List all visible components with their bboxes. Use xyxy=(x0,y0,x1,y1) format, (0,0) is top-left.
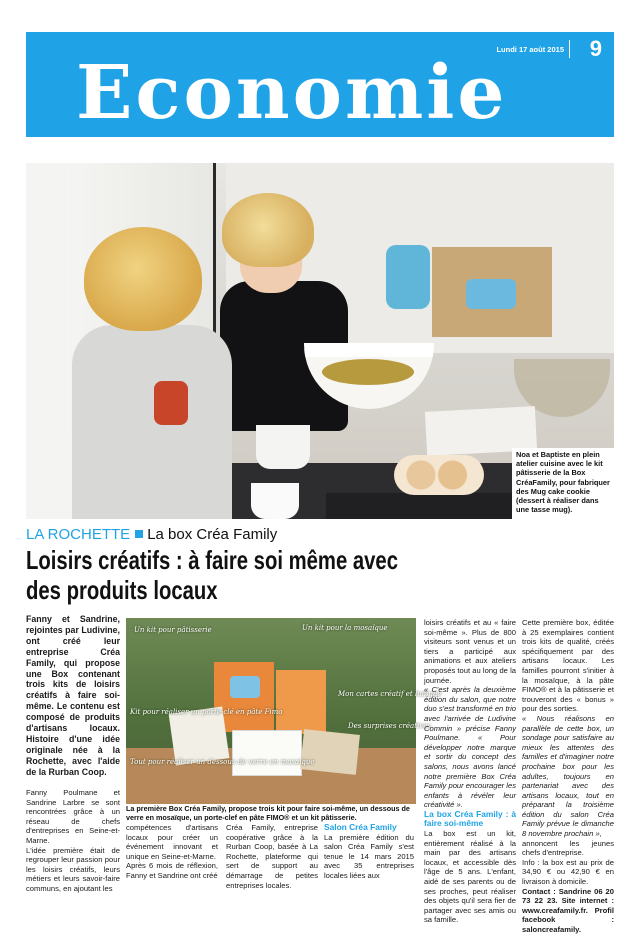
quote: « C'est après la deuxième édition du salon, que notre duo s'est transformé en trio avec l'arrivée de Ludivine Commin » précise Fanny Poulmane. « Pour développer notre marque et sortir du concept des salons, nous avons lancé notre première Box Créa Family pour encourager les enfants à révéler leur créativité ». xyxy=(424,685,517,810)
headline-line-2: des produits locaux xyxy=(26,575,218,605)
cookie-dough xyxy=(322,359,414,385)
mug-cup xyxy=(256,425,310,469)
article-column-4 xyxy=(324,823,414,881)
paragraph: La box est un kit, entièrement réalisé à la main par des artisans locaux, et accessible dès l'âge de 5 ans. L'enfant, aidé de ses parents ou de ses proches, peut réaliser des objets qu'il sera fier de partager avec ses amis ou sa famille. xyxy=(424,829,516,925)
child-left-hair xyxy=(84,227,202,331)
article-lead: Fanny et Sandrine, rejointes par Ludivine, ont créé leur entreprise Créa Family, qui propose une Box contenant trois kits de loisirs créatifs à faire soi-même. Le contenu est composé de produits d'artisans locaux. Histoire d'une idée originale née à la Rochette, avec l'aide de la Rurban Coop. xyxy=(26,614,120,777)
photo-tag: Un kit pour pâtisserie xyxy=(134,626,212,634)
photo-tag: Mon cartes créatif et ludique xyxy=(338,690,442,698)
kicker xyxy=(26,527,277,543)
paragraph: loisirs créatifs et au « faire soi-même ». Plus de 800 visiteurs sont venus et un tiers a participé aux animations et aux ateliers proposés tout au long de la journée. xyxy=(424,618,516,685)
kicker-place: LA ROCHETTE xyxy=(26,526,131,543)
paragraph: L'idée première était de regrouper leur passion pour les loisirs créatifs, leurs métiers et leurs savoir-faire communs, en ajoutant les xyxy=(26,845,120,893)
quote: « Nous réalisons en parallèle de cette box, un sondage pour satisfaire au mieux les attentes des familles et d'imaginer notre prochaine box pour les adultes, toujours en partenariat avec des artisans locaux, tout en préparant la troisième édition du salon Créa Family prévue le dimanche 8 novembre prochain », xyxy=(522,713,614,839)
section-title: Economie xyxy=(76,50,508,136)
paragraph: compétences d'artisans locaux pour créer un événement innovant et unique en Seine-et-Marne. xyxy=(126,823,218,861)
box-photo xyxy=(126,618,442,804)
egg-shells xyxy=(394,455,484,495)
paragraph: Cette première box, éditée à 25 exemplaires contient trois kits de qualité, créés spécifiquement par des artisans locaux. Les familles pourront s'initier à la mosaïque, à la pâte FIMO® et à la pâtisserie et trouveront des « bonus » pour des sorties. xyxy=(522,618,614,714)
envelope xyxy=(300,729,360,775)
mosaic-kit xyxy=(232,730,302,776)
photo-tag: Kit pour réaliser un porte-clé en pâte Fimo xyxy=(130,708,283,716)
page-number-divider xyxy=(569,40,570,58)
photo-tag: Tout pour réaliser un dessous de verre en mosaïque xyxy=(130,758,315,766)
photo-tag: Des surprises créatives xyxy=(348,722,431,730)
box-photo-caption: La première Box Créa Family, propose trois kit pour faire soi-même, un dessous de verre en mosaïque, un porte-clef en pâte FIMO® et un kit pâtisserie. xyxy=(126,804,410,822)
article-column-5 xyxy=(424,618,516,925)
paragraph: Fanny Poulmane et Sandrine Larbre se sont rencontrées grâce à un réseau de chefs d'entreprises en Seine-et-Marne. xyxy=(26,788,120,845)
issue-date: Lundi 17 août 2015 xyxy=(496,45,564,54)
paragraph: Après 6 mois de réflexion, Fanny et Sandrine ont créé xyxy=(126,861,218,880)
article-column-2 xyxy=(126,823,218,881)
child-left-body xyxy=(72,325,232,519)
photo-tag: Un kit pour la mosaïque xyxy=(302,624,388,632)
box-logo xyxy=(230,676,260,698)
orange-notebook xyxy=(276,670,326,734)
contact-line: Contact : Sandrine 06 20 73 22 23. Site internet : www.creafamily.fr. Profil facebook : saloncreafamily. xyxy=(522,886,614,934)
headline-line-1: Loisirs créatifs : à faire soi même avec xyxy=(26,545,398,575)
paragraph: Créa Family, entreprise coopérative grâce à la Rurban Coop, basée à La Rochette, plateforme qui sert de support au démarrage de petites entreprises locales. xyxy=(226,823,318,890)
kicker-square-icon xyxy=(135,530,143,538)
article-column-3 xyxy=(226,823,318,890)
headline xyxy=(26,545,486,605)
page-number: 9 xyxy=(589,36,602,61)
article-column-6 xyxy=(522,618,614,935)
paragraph: La première édition du salon Créa Family s'est tenue le 14 mars 2015 avec 35 entreprises locales liées aux xyxy=(324,832,414,880)
article-column-1 xyxy=(26,788,120,894)
child-right-hair xyxy=(222,193,314,267)
tshirt-print xyxy=(154,381,188,425)
section-banner xyxy=(26,32,614,137)
ramekin xyxy=(251,483,299,519)
kicker-topic: La box Créa Family xyxy=(147,526,278,543)
subheading: Salon Créa Family xyxy=(324,822,397,832)
kettle xyxy=(386,245,430,309)
subheading: La box Créa Family : à faire soi-même xyxy=(424,808,516,829)
main-photo-caption: Noa et Baptiste en plein atelier cuisine avec le kit pâtisserie de la Box CréaFamily, pour fabriquer des Mug cake cookie (dessert à réaliser dans une tasse mug). xyxy=(512,448,614,519)
paragraph: annoncent les jeunes chefs d'entreprise. xyxy=(522,838,614,858)
info-line: Info : la box est au prix de 34,90 € ou 42,90 € en livraison à domicile. xyxy=(522,857,614,887)
box-label xyxy=(466,279,516,309)
